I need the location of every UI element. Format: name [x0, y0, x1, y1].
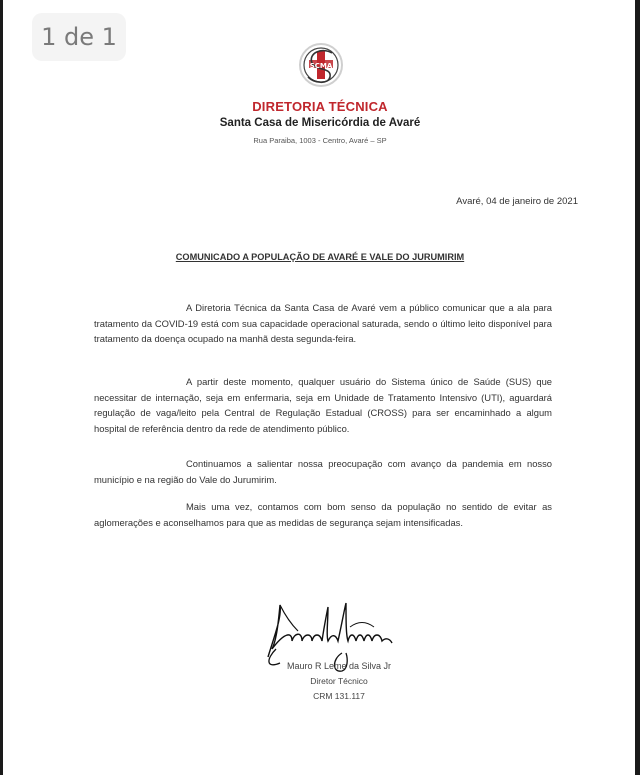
- department-title: DIRETORIA TÉCNICA: [252, 99, 388, 114]
- signatory-name: Mauro R Leme da Silva Jr: [286, 661, 392, 671]
- page-indicator: 1 de 1: [32, 13, 126, 61]
- organization-name: Santa Casa de Misericórdia de Avaré: [219, 117, 421, 129]
- letter-paragraph: A Diretoria Técnica da Santa Casa de Avaré vem a público comunicar que a ala para tratamento da COVID-19 está com sua capacidade operacional saturada, sendo o último leito disponível para tratamento da doença ocupado na manhã desta segunda-feira.: [94, 302, 552, 345]
- santa-casa-logo-icon: [298, 41, 344, 95]
- letter-subject: COMUNICADO A POPULAÇÃO DE AVARÉ E VALE DO JURUMIRIM: [175, 252, 465, 262]
- organization-address: Rua Paraiba, 1003 - Centro, Avaré – SP: [253, 136, 387, 145]
- signatory-role: Diretor Técnico: [310, 676, 368, 686]
- svg-text:SCMA: SCMA: [309, 62, 333, 70]
- letter-date: Avaré, 04 de janeiro de 2021: [456, 196, 578, 207]
- letter-paragraph: Continuamos a salientar nossa preocupação com avanço da pandemia em nosso município e na região do Vale do Jurumirim.: [94, 458, 552, 485]
- letter-paragraph: A partir deste momento, qualquer usuário do Sistema único de Saúde (SUS) que necessitar de internação, seja em enfermaria, seja em Unidade de Tratamento Intensivo (UTI), aguardará regulação de vaga/leito pela Central de Regulação Estadual (CROSS) para ser encaminhado a algum hospital de referência dentro da rede de atendimento público.: [94, 376, 552, 434]
- signatory-crm: CRM 131.117: [313, 691, 365, 701]
- letter-paragraph: Mais uma vez, contamos com bom senso da população no sentido de evitar as aglomerações e aconselhamos para que as medidas de segurança sejam intensificadas.: [94, 501, 552, 528]
